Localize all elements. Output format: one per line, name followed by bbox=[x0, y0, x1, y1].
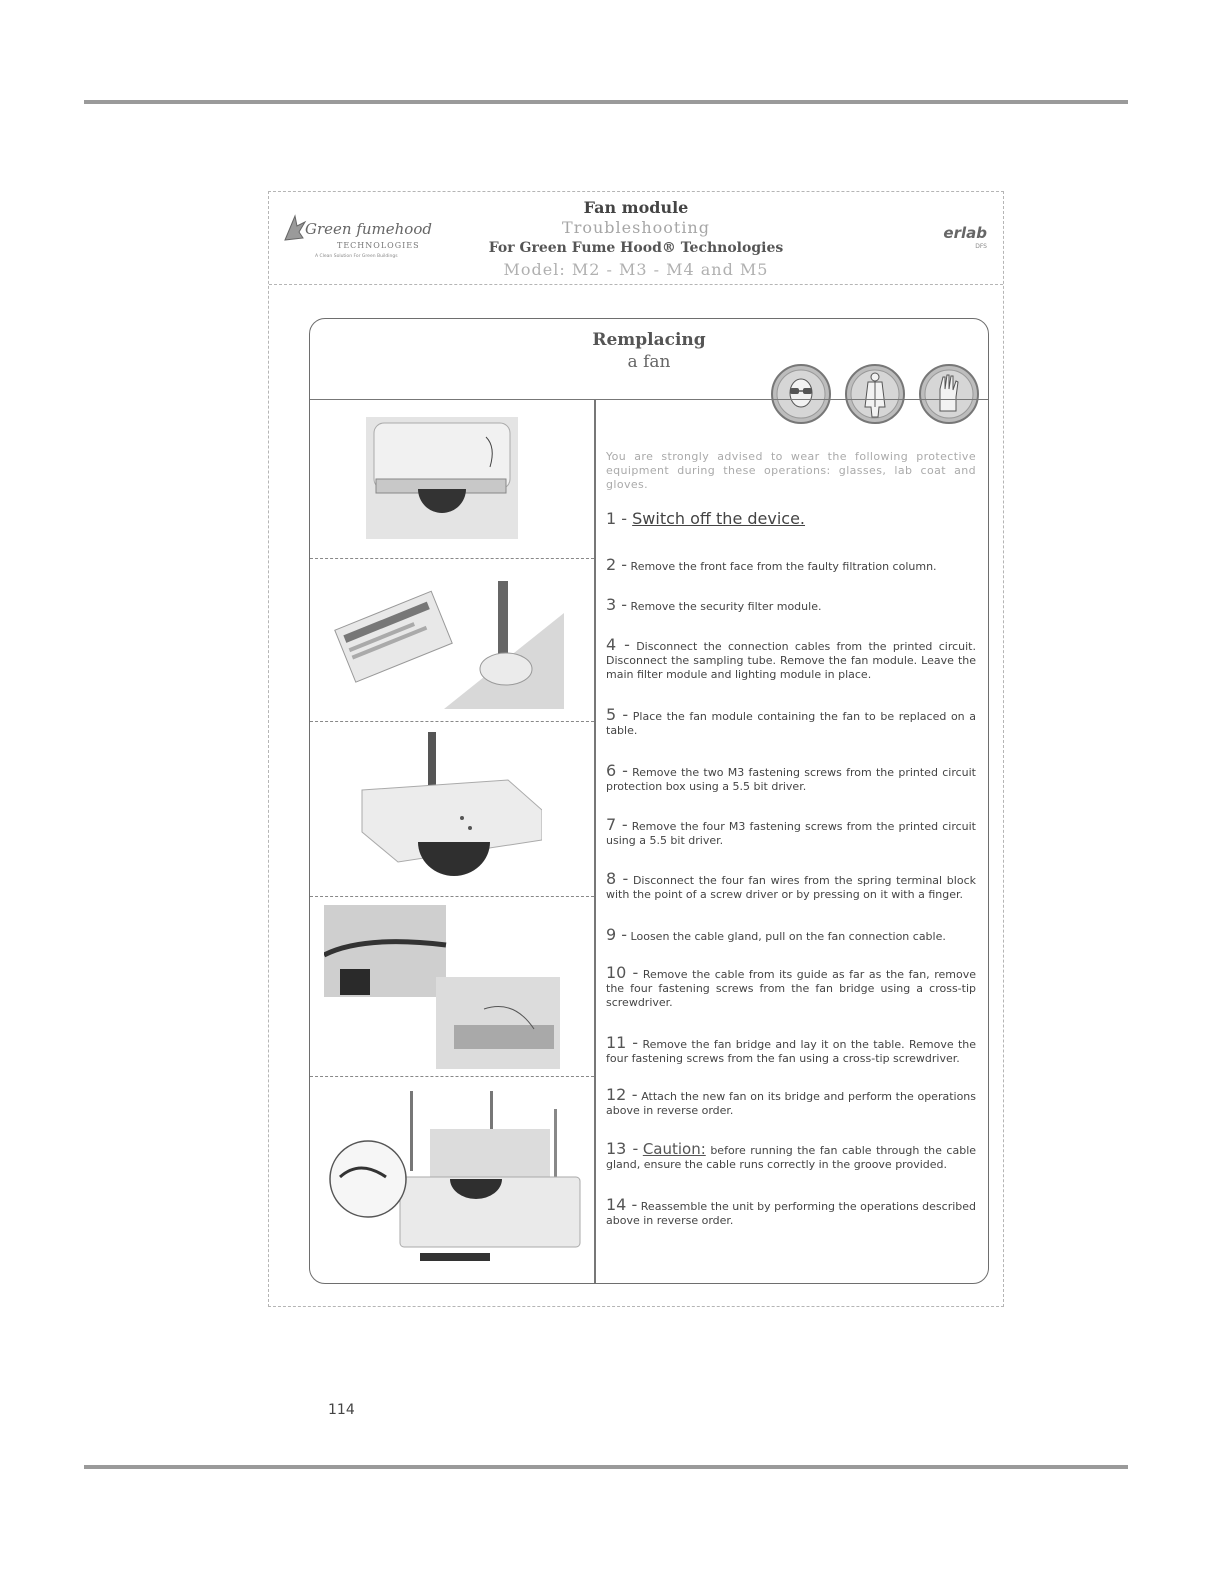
cable-terminal-photos bbox=[324, 905, 560, 1069]
manual-page bbox=[268, 191, 1004, 1418]
lab-coat-icon bbox=[844, 363, 906, 425]
doc-subtitle: Troubleshooting bbox=[562, 218, 710, 237]
fan-bridge-photo bbox=[320, 1085, 584, 1277]
step-9: 9 - Loosen the cable gland, pull on the fan connection cable. bbox=[606, 925, 946, 944]
caution-label: Caution: bbox=[642, 1140, 706, 1158]
fan-module-photo bbox=[366, 417, 518, 539]
photo-cell bbox=[310, 1077, 594, 1283]
step-4: 4 - Disconnect the connection cables from the printed circuit. Disconnect the sampling tube. Remove the fan module. Leave the main filter module and lighting module in place. bbox=[606, 635, 976, 681]
step-8: 8 - Disconnect the four fan wires from the spring terminal block with the point of a screw driver or by pressing on it with a finger. bbox=[606, 869, 976, 901]
bottom-rule bbox=[84, 1465, 1128, 1469]
section-title-line2: a fan bbox=[627, 352, 671, 372]
step-14: 14 - Reassemble the unit by performing the operations described above in reverse order. bbox=[606, 1195, 977, 1227]
filter-module-photo bbox=[332, 573, 564, 709]
glasses-icon bbox=[770, 363, 832, 425]
logo-brand: Green fumehood bbox=[305, 220, 432, 238]
photo-cell bbox=[310, 722, 594, 897]
gloves-icon bbox=[918, 363, 980, 425]
column-divider bbox=[594, 399, 596, 1283]
top-rule bbox=[84, 100, 1128, 104]
step-7: 7 - Remove the four M3 fastening screws from the printed circuit using a 5.5 bit driver. bbox=[606, 815, 976, 847]
step-2: 2 - Remove the front face from the faulty filtration column. bbox=[606, 555, 937, 574]
step-5: 5 - Place the fan module containing the fan to be replaced on a table. bbox=[606, 705, 977, 737]
page-header bbox=[269, 192, 1003, 285]
circuit-box-photo bbox=[358, 732, 542, 890]
ppe-warning: You are strongly advised to wear the following protective equipment during these operations: glasses, lab coat and gloves. bbox=[606, 450, 976, 491]
page-number: 114 bbox=[328, 1402, 355, 1418]
step-12: 12 - Attach the new fan on its bridge and perform the operations above in reverse order. bbox=[606, 1085, 977, 1117]
photo-cell bbox=[310, 897, 594, 1077]
erlab-logo bbox=[911, 224, 989, 260]
photo-cell bbox=[310, 559, 594, 722]
ppe-icons bbox=[770, 363, 982, 427]
step-6: 6 - Remove the two M3 fastening screws from the printed circuit protection box using a 5.5 bit driver. bbox=[606, 761, 976, 793]
doc-model: Model: M2 - M3 - M4 and M5 bbox=[503, 260, 769, 279]
logo-subtitle: TECHNOLOGIES bbox=[337, 241, 420, 250]
logo-tagline: A Clean Solution For Green Buildings bbox=[315, 254, 398, 259]
step-13: 13 - Caution: before running the fan cable through the cable gland, ensure the cable runs correctly in the groove provided. bbox=[606, 1139, 977, 1171]
erlab-wordmark: erlab bbox=[943, 224, 987, 242]
step-1: 1 - Switch off the device. bbox=[606, 509, 806, 528]
step-11: 11 - Remove the fan bridge and lay it on the table. Remove the four fastening screws from the fan using a cross-tip screwdriver. bbox=[606, 1033, 977, 1065]
doc-title: Fan module bbox=[583, 198, 689, 217]
erlab-sub: DFS bbox=[975, 243, 987, 250]
doc-for-line: For Green Fume Hood® Technologies bbox=[488, 240, 784, 256]
step-10: 10 - Remove the cable from its guide as far as the fan, remove the four fastening screws from the fan bridge using a cross-tip screwdriver. bbox=[606, 963, 977, 1009]
step-3: 3 - Remove the security filter module. bbox=[606, 595, 822, 614]
photo-cell bbox=[310, 399, 594, 559]
section-title: Remplacing bbox=[592, 330, 706, 350]
